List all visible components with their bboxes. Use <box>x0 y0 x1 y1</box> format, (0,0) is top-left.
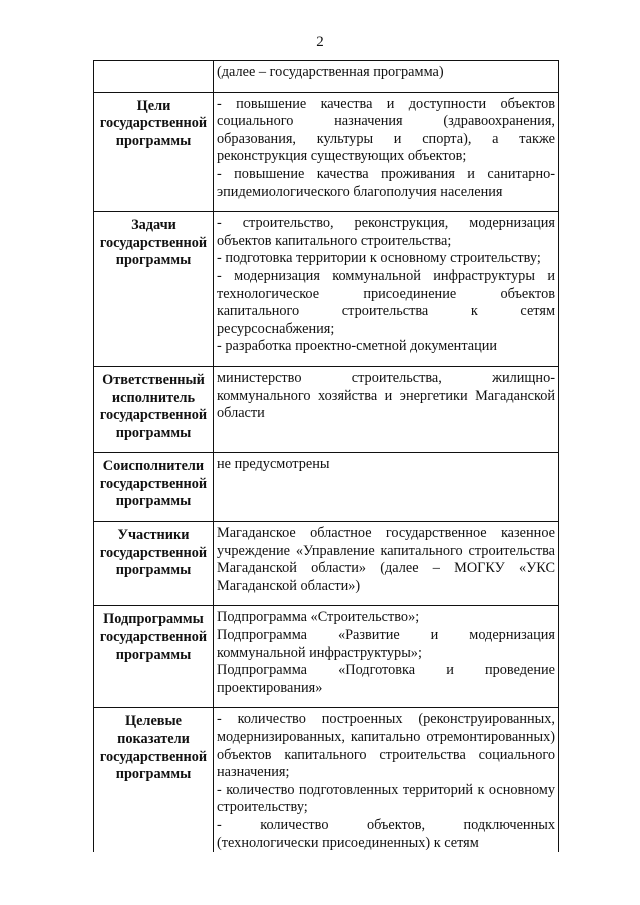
label-line: программы <box>115 424 192 441</box>
label-line: Участники <box>117 527 190 544</box>
row-content <box>214 522 559 606</box>
label-line: государственной <box>99 544 208 561</box>
label-line: государственной <box>99 234 208 251</box>
label-line: показатели <box>117 731 190 747</box>
table-row <box>94 708 559 852</box>
row-content <box>214 453 559 522</box>
label-line: программы <box>115 252 192 269</box>
label-line: Ответственный <box>102 371 205 388</box>
label-line: государственной <box>99 475 208 492</box>
label-line: программы <box>115 132 192 149</box>
label-line: Цели <box>136 97 171 114</box>
row-content <box>214 92 559 212</box>
row-label <box>94 522 214 606</box>
label-line: программы <box>115 646 192 663</box>
row-content <box>214 61 559 93</box>
label-line: программы <box>115 562 192 579</box>
row-label-empty <box>94 61 214 93</box>
table-row <box>94 606 559 708</box>
content-line: - повышение качества проживания и санитарно-эпидемиологического благополучия населения <box>217 165 555 200</box>
content-line: Подпрограмма «Строительство»; <box>217 609 420 626</box>
label-line: государственной <box>99 629 208 646</box>
table-row <box>94 212 559 367</box>
row-label <box>94 708 214 852</box>
label-line: государственной <box>99 748 208 765</box>
row-label <box>94 92 214 212</box>
label-line: программы <box>115 766 192 783</box>
content-line: Магаданское областное государственное казенное учреждение «Управление капитального строительства Магаданской области» (далее – МОГКУ «УКС Магаданской области») <box>217 525 555 594</box>
label-line: Соисполнители <box>102 458 205 475</box>
page-number: 2 <box>316 34 324 50</box>
table-row <box>94 61 559 93</box>
table-row <box>94 92 559 212</box>
row-label <box>94 366 214 452</box>
content-line: Подпрограмма «Развитие и модернизация коммунальной инфраструктуры»; <box>217 627 555 661</box>
row-content <box>214 606 559 708</box>
row-content <box>214 212 559 367</box>
content-line: - модернизация коммунальной инфраструктуры и технологическое присоединение объектов капитального строительства к сетям ресурсоснабжения; <box>217 267 555 337</box>
content-line: министерство строительства, жилищно-коммунального хозяйства и энергетики Магаданской области <box>217 369 555 422</box>
table-row <box>94 522 559 606</box>
label-line: Задачи <box>131 217 176 234</box>
content-line: - повышение качества и доступности объектов социального назначения (здравоохранения, образования, культуры и спорта), а также реконструкция существующих объектов; <box>217 95 555 165</box>
content-line: (далее – государственная программа) <box>217 64 444 80</box>
content-line: не предусмотрены <box>217 456 330 473</box>
content-line: - подготовка территории к основному строительству; <box>217 250 541 267</box>
content-line: Подпрограмма «Подготовка и проведение проектирования» <box>217 662 555 696</box>
label-line: государственной <box>99 115 208 132</box>
program-passport-table <box>93 60 559 852</box>
row-label <box>94 212 214 367</box>
content-line: - разработка проектно-сметной документации <box>217 338 498 355</box>
row-content <box>214 366 559 452</box>
row-label <box>94 606 214 708</box>
content-line: - количество подготовленных территорий к основному строительству; <box>217 781 555 816</box>
label-line: Целевые <box>124 713 183 730</box>
label-line: Подпрограммы <box>103 611 204 628</box>
row-label <box>94 453 214 522</box>
table-row <box>94 453 559 522</box>
label-line: программы <box>115 493 192 510</box>
label-line: исполнитель <box>111 389 196 406</box>
table-row <box>94 366 559 452</box>
label-line: государственной <box>99 407 208 424</box>
row-content <box>214 708 559 852</box>
content-line: - строительство, реконструкция, модернизация объектов капитального строительства; <box>217 215 555 249</box>
content-line: - количество объектов, подключенных (технологически присоединенных) к сетям <box>217 816 555 851</box>
content-line: - количество построенных (реконструированных, модернизированных, капитально отремонтированных) объектов капитального строительства социального назначения; <box>217 711 555 781</box>
